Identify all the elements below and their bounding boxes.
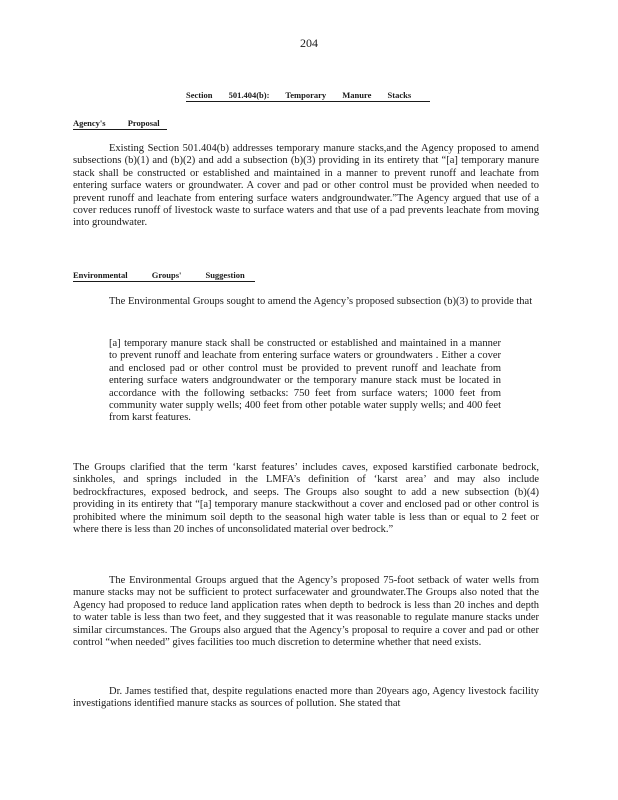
agency-proposal-paragraph: Existing Section 501.404(b) addresses temporary manure stacks,and the Agency proposed to amend subsections (b)(1) and (b)(2) and add a subsection (b)(3) providing in its entirety that “[a] temporary manure stack shall be constructed or established and maintained in a manner to prevent runoff and leachate from entering surface waters or groundwater. A cover and pad or other control must be provided when needed to prevent runoff and leachate from entering surface waters andgroundwater.”The Agency argued that use of a cover reduces runoff of livestock waste to surface waters and that use of a pad prevents leachate from moving into groundwater. <box>73 143 539 229</box>
environmental-groups-argued-paragraph: The Environmental Groups argued that the Agency’s proposed 75-foot setback of water wells from manure stacks may not be sufficient to protect surfacewater and groundwater.The Groups also noted that the Agency had proposed to reduce land application rates when depth to bedrock is less than 20 inches and depth to water table is less than two feet, and they suggested that it was reasonable to regulate manure stacks under similar circumstances. The Groups also argued that the Agency’s proposal to require a cover and pad or other control “when needed” gives facilities too much discretion to determine whether that need exists. <box>73 575 539 649</box>
dr-james-testimony-paragraph: Dr. James testified that, despite regulations enacted more than 20years ago, Agency livestock facility investigations identified manure stacks as sources of pollution. She stated that <box>73 686 539 710</box>
environmental-groups-suggestion-heading: Environmental Groups' Suggestion <box>73 270 255 282</box>
section-title: Section 501.404(b): Temporary Manure Stacks <box>186 90 430 102</box>
block-quote: [a] temporary manure stack shall be constructed or established and maintained in a manner to prevent runoff and leachate from entering surface waters or groundwaters . Either a cover and enclosed pad or other control must be provided to prevent runoff and leachate from entering surface waters andgroundwater or the temporary manure stack must be located in accordance with the following setbacks: 750 feet from surface waters; 1000 feet from community water supply wells; 400 feet from other potable water supply wells; and 400 feet from karst features. <box>109 338 501 424</box>
agency-proposal-heading: Agency's Proposal <box>73 118 167 130</box>
environmental-groups-intro-paragraph: The Environmental Groups sought to amend the Agency’s proposed subsection (b)(3) to provide that <box>109 296 533 307</box>
groups-clarified-paragraph: The Groups clarified that the term ‘karst features’ includes caves, exposed karstified carbonate bedrock, sinkholes, and springs included in the LMFA’s definition of ‘karst area’ and may also include bedrockfractures, exposed bedrock, and seeps. The Groups also sought to add a new subsection (b)(4) providing in its entirety that “[a] temporary manure stackwithout a cover and enclosed pad or other control is prohibited where the minimum soil depth to the seasonal high water table is less than or equal to 2 feet or where there is less than 20 inches of unconsolidated material over bedrock.” <box>73 462 539 536</box>
page-number: 204 <box>300 36 318 50</box>
